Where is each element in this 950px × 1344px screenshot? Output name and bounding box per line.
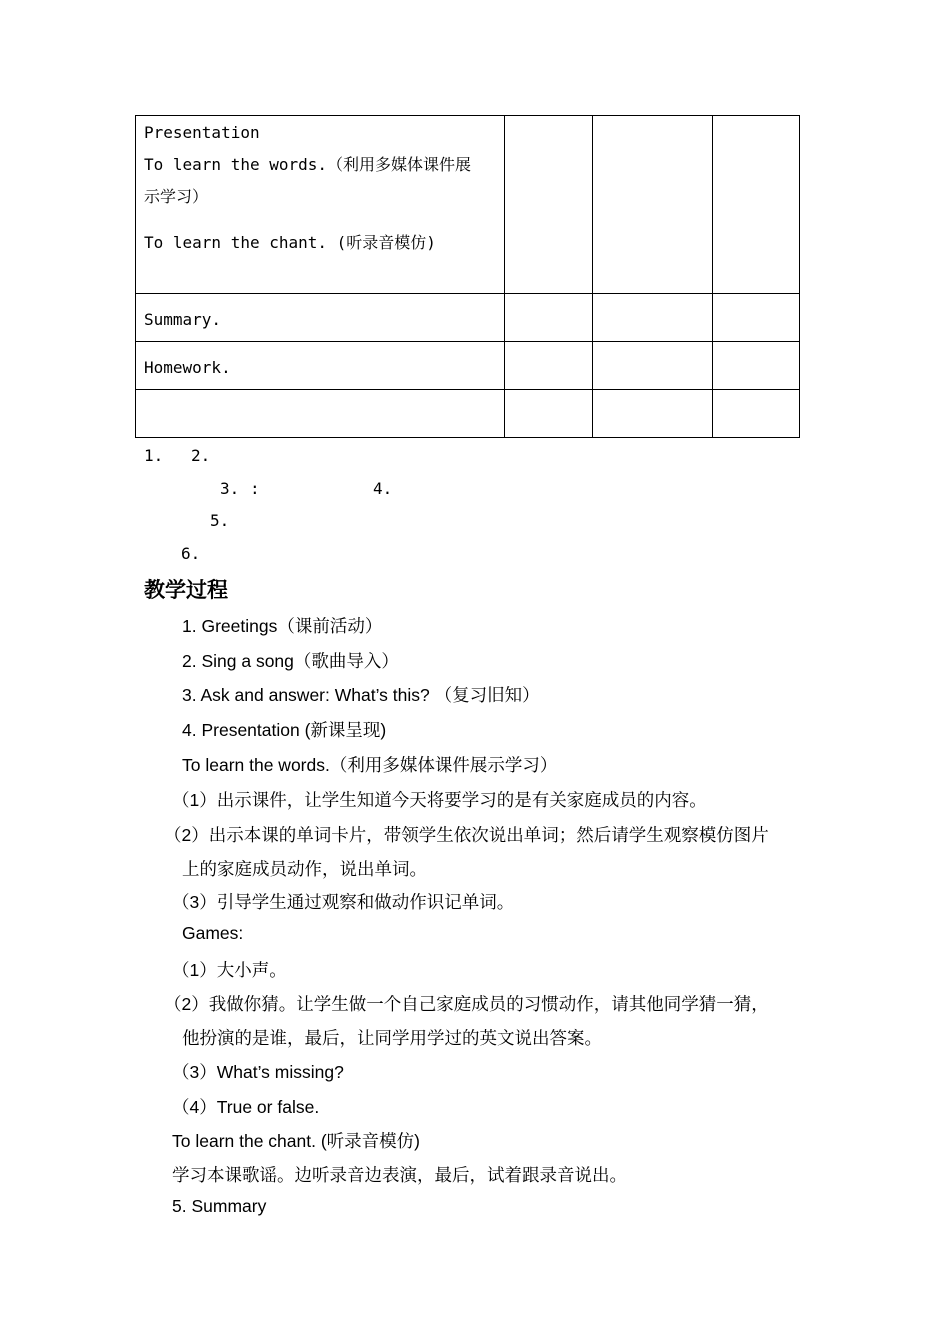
cell-line: To learn the chant. (听录音模仿): [144, 233, 436, 252]
text-line: To learn the chant. (听录音模仿): [172, 1131, 420, 1151]
text-line: （4）True or false.: [172, 1097, 320, 1117]
list-number: 6.: [181, 544, 201, 563]
text-line: （3）What’s missing?: [172, 1062, 344, 1082]
text-line: 5. Summary: [172, 1196, 267, 1216]
table-cell-step: [136, 390, 505, 438]
cell-line: Presentation: [144, 123, 260, 142]
table-cell-step: [136, 294, 505, 342]
text-line: Games:: [182, 923, 244, 943]
text-line: To learn the words.（利用多媒体课件展示学习）: [182, 755, 558, 775]
table-cell-step: [136, 342, 505, 390]
text-line: （3）引导学生通过观察和做动作识记单词。: [172, 892, 515, 912]
list-number: :: [250, 479, 260, 498]
table-cell: [713, 116, 800, 294]
list-number: 3.: [220, 479, 240, 498]
text-line: 1. Greetings（课前活动）: [182, 616, 383, 636]
lesson-plan-table: [135, 115, 800, 438]
table-cell: [505, 390, 593, 438]
table-row: [136, 342, 800, 390]
cell-line: Homework.: [144, 358, 231, 377]
table-cell: [593, 390, 713, 438]
table-row: [136, 390, 800, 438]
table-cell: [713, 294, 800, 342]
table-cell: [593, 116, 713, 294]
text-line: 上的家庭成员动作，说出单词。: [182, 859, 427, 879]
table-row: [136, 294, 800, 342]
text-line: 3. Ask and answer: What’s this? （复习旧知）: [182, 685, 540, 705]
text-line: （1）出示课件，让学生知道今天将要学习的是有关家庭成员的内容。: [172, 790, 707, 810]
text-line: （1）大小声。: [172, 960, 287, 980]
text-line: 2. Sing a song（歌曲导入）: [182, 651, 399, 671]
table-cell: [713, 390, 800, 438]
section-title: 教学过程: [144, 579, 228, 602]
text-line: （2）我做你猜。让学生做一个自己家庭成员的习惯动作，请其他同学猜一猜，: [164, 994, 769, 1014]
cell-line: 示学习）: [144, 187, 209, 206]
table-cell: [713, 342, 800, 390]
table-cell-step: [136, 116, 505, 294]
table-cell: [505, 294, 593, 342]
table-cell: [593, 294, 713, 342]
table-cell: [505, 116, 593, 294]
list-number: 2.: [191, 446, 211, 465]
table-cell: [505, 342, 593, 390]
list-number: 5.: [210, 511, 230, 530]
list-number: 1.: [144, 446, 164, 465]
text-line: （2）出示本课的单词卡片，带领学生依次说出单词；然后请学生观察模仿图片: [164, 825, 769, 845]
cell-line: Summary.: [144, 310, 222, 329]
cell-line: To learn the words.（利用多媒体课件展: [144, 155, 472, 174]
text-line: 他扮演的是谁，最后，让同学用学过的英文说出答案。: [182, 1028, 602, 1048]
table-row: [136, 116, 800, 294]
text-line: 学习本课歌谣。边听录音边表演，最后，试着跟录音说出。: [172, 1165, 627, 1185]
list-number: 4.: [373, 479, 393, 498]
table-cell: [593, 342, 713, 390]
text-line: 4. Presentation (新课呈现): [182, 720, 387, 740]
